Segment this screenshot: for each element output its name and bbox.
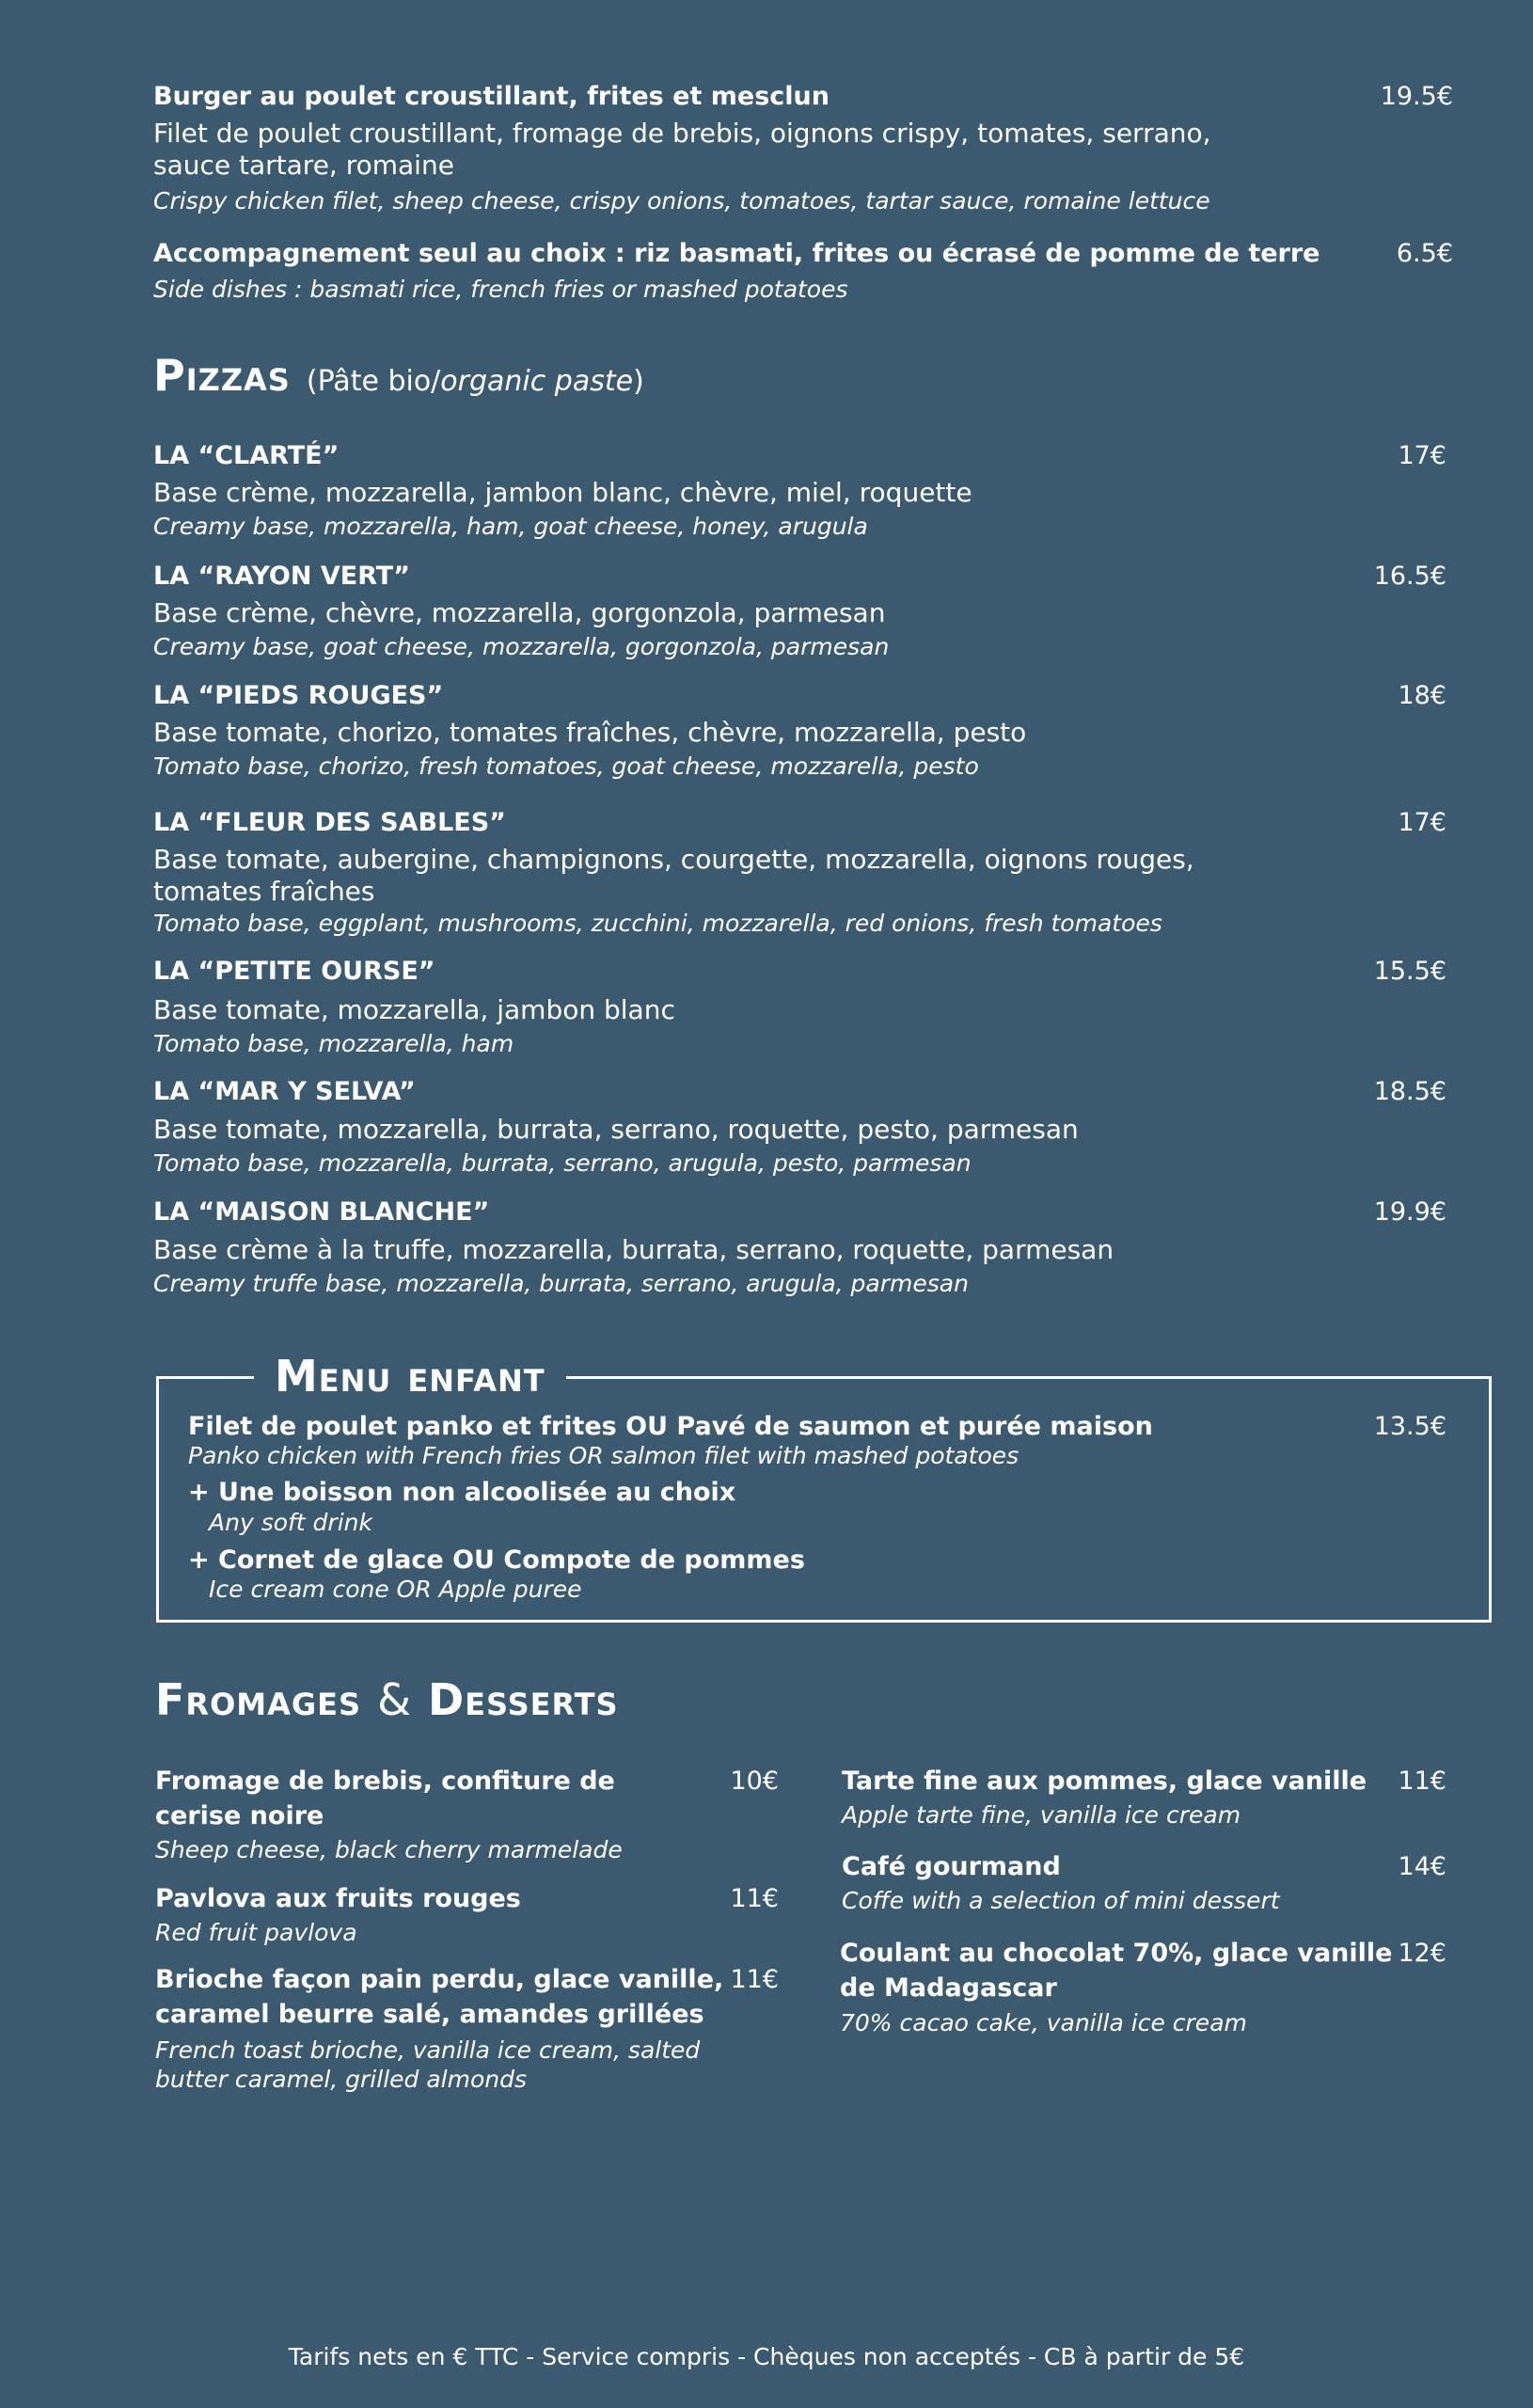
kids-main-english: Panko chicken with French fries OR salmon filet with mashed potatoes [188,1442,1019,1469]
dessert-price: 12€ [1398,1939,1446,1968]
item-price: 19.5€ [1380,82,1453,111]
item-price: 17€ [1398,808,1446,837]
dessert-name: Coulant au chocolat 70%, glace vanille [840,1939,1393,1968]
item-description: Filet de poulet croustillant, fromage de brebis, oignons crispy, tomates, serrano, [153,118,1211,149]
dessert-name: Fromage de brebis, confiture de [155,1766,615,1796]
dessert-english: butter caramel, grilled almonds [155,2066,527,2093]
dessert-name: de Madagascar [840,1973,1057,2003]
dessert-price: 11€ [1398,1766,1446,1796]
dessert-name: Tarte fine aux pommes, glace vanille [842,1766,1367,1796]
item-english: Tomato base, mozzarella, burrata, serrano, arugula, pesto, parmesan [153,1149,972,1177]
kids-drink-english: Any soft drink [209,1509,372,1536]
item-price: 18€ [1398,681,1446,710]
dessert-english: Apple tarte fine, vanilla ice cream [842,1801,1241,1829]
section-title: Pizzas [153,350,291,401]
dessert-price: 11€ [730,1884,779,1913]
section-title-cheese: Fromages [155,1674,362,1725]
item-price: 17€ [1398,441,1446,470]
item-price: 15.5€ [1373,957,1446,986]
item-name: LA “MAR Y SELVA” [153,1077,416,1106]
item-description: tomates fraîches [153,876,375,907]
item-description: Base crème, chèvre, mozzarella, gorgonzola, parmesan [153,597,886,628]
item-name: LA “MAISON BLANCHE” [153,1197,490,1227]
item-english: Tomato base, mozzarella, ham [153,1030,514,1057]
item-name: LA “CLARTÉ” [153,441,340,470]
item-price: 6.5€ [1396,239,1453,268]
kids-main: Filet de poulet panko et frites OU Pavé de saumon et purée maison [188,1412,1153,1441]
desserts-heading [155,1674,619,1725]
dessert-english: Sheep cheese, black cherry marmelade [155,1836,623,1863]
dessert-english: 70% cacao cake, vanilla ice cream [840,2009,1247,2036]
item-name: Burger au poulet croustillant, frites et mesclun [153,82,830,111]
kids-dessert-english: Ice cream cone OR Apple puree [209,1576,582,1603]
item-description: Base tomate, chorizo, tomates fraîches, chèvre, mozzarella, pesto [153,717,1027,748]
dessert-english: Coffe with a selection of mini dessert [842,1887,1280,1914]
item-english: Crispy chicken filet, sheep cheese, crispy onions, tomatoes, tartar sauce, romaine lettuce [153,187,1210,214]
dessert-price: 11€ [730,1965,779,1994]
item-english: Creamy base, mozzarella, ham, goat cheese, honey, arugula [153,513,868,540]
item-name: LA “PETITE OURSE” [153,957,435,986]
item-price: 18.5€ [1373,1077,1446,1106]
footer-note: Tarifs nets en € TTC - Service compris - Chèques non acceptés - CB à partir de 5€ [288,2343,1245,2370]
item-english: Creamy base, goat cheese, mozzarella, gorgonzola, parmesan [153,633,890,660]
item-description: sauce tartare, romaine [153,150,454,181]
item-description: Base tomate, mozzarella, burrata, serrano, roquette, pesto, parmesan [153,1114,1079,1145]
item-price: 19.9€ [1373,1197,1446,1227]
item-english: Creamy truffe base, mozzarella, burrata, serrano, arugula, parmesan [153,1270,969,1297]
section-title-ampersand: & [377,1674,412,1725]
item-description: Base tomate, mozzarella, jambon blanc [153,994,675,1025]
item-description: Base crème à la truffe, mozzarella, burrata, serrano, roquette, parmesan [153,1234,1114,1265]
dessert-english: Red fruit pavlova [155,1919,357,1946]
item-description: Base crème, mozzarella, jambon blanc, chèvre, miel, roquette [153,477,972,508]
section-subtitle: (Pâte bio/organic paste) [306,365,644,398]
dessert-name: Pavlova aux fruits rouges [155,1884,521,1913]
pizzas-heading [153,350,644,401]
kids-price: 13.5€ [1373,1412,1446,1441]
kids-dessert: + Cornet de glace OU Compote de pommes [188,1545,805,1575]
kids-drink: + Une boisson non alcoolisée au choix [188,1478,736,1507]
dessert-name: cerise noire [155,1801,324,1830]
item-price: 16.5€ [1373,562,1446,591]
item-name: LA “PIEDS ROUGES” [153,681,444,710]
item-name: Accompagnement seul au choix : riz basmati, frites ou écrasé de pomme de terre [153,239,1320,268]
item-english: Tomato base, chorizo, fresh tomatoes, goat cheese, mozzarella, pesto [153,752,979,780]
item-name: LA “FLEUR DES SABLES” [153,808,506,837]
section-title-desserts: Desserts [427,1674,619,1725]
kids-menu-title: Menu enfant [254,1351,566,1402]
item-name: LA “RAYON VERT” [153,562,410,591]
item-english: Tomato base, eggplant, mushrooms, zucchini, mozzarella, red onions, fresh tomatoes [153,910,1162,937]
dessert-price: 14€ [1398,1852,1446,1881]
item-english: Side dishes : basmati rice, french fries or mashed potatoes [153,276,848,303]
dessert-english: French toast brioche, vanilla ice cream, salted [155,2036,701,2064]
dessert-name: caramel beurre salé, amandes grillées [155,2000,704,2029]
dessert-name: Café gourmand [842,1852,1061,1881]
dessert-name: Brioche façon pain perdu, glace vanille, [155,1965,724,1994]
item-description: Base tomate, aubergine, champignons, courgette, mozzarella, oignons rouges, [153,844,1194,875]
dessert-price: 10€ [730,1766,779,1796]
